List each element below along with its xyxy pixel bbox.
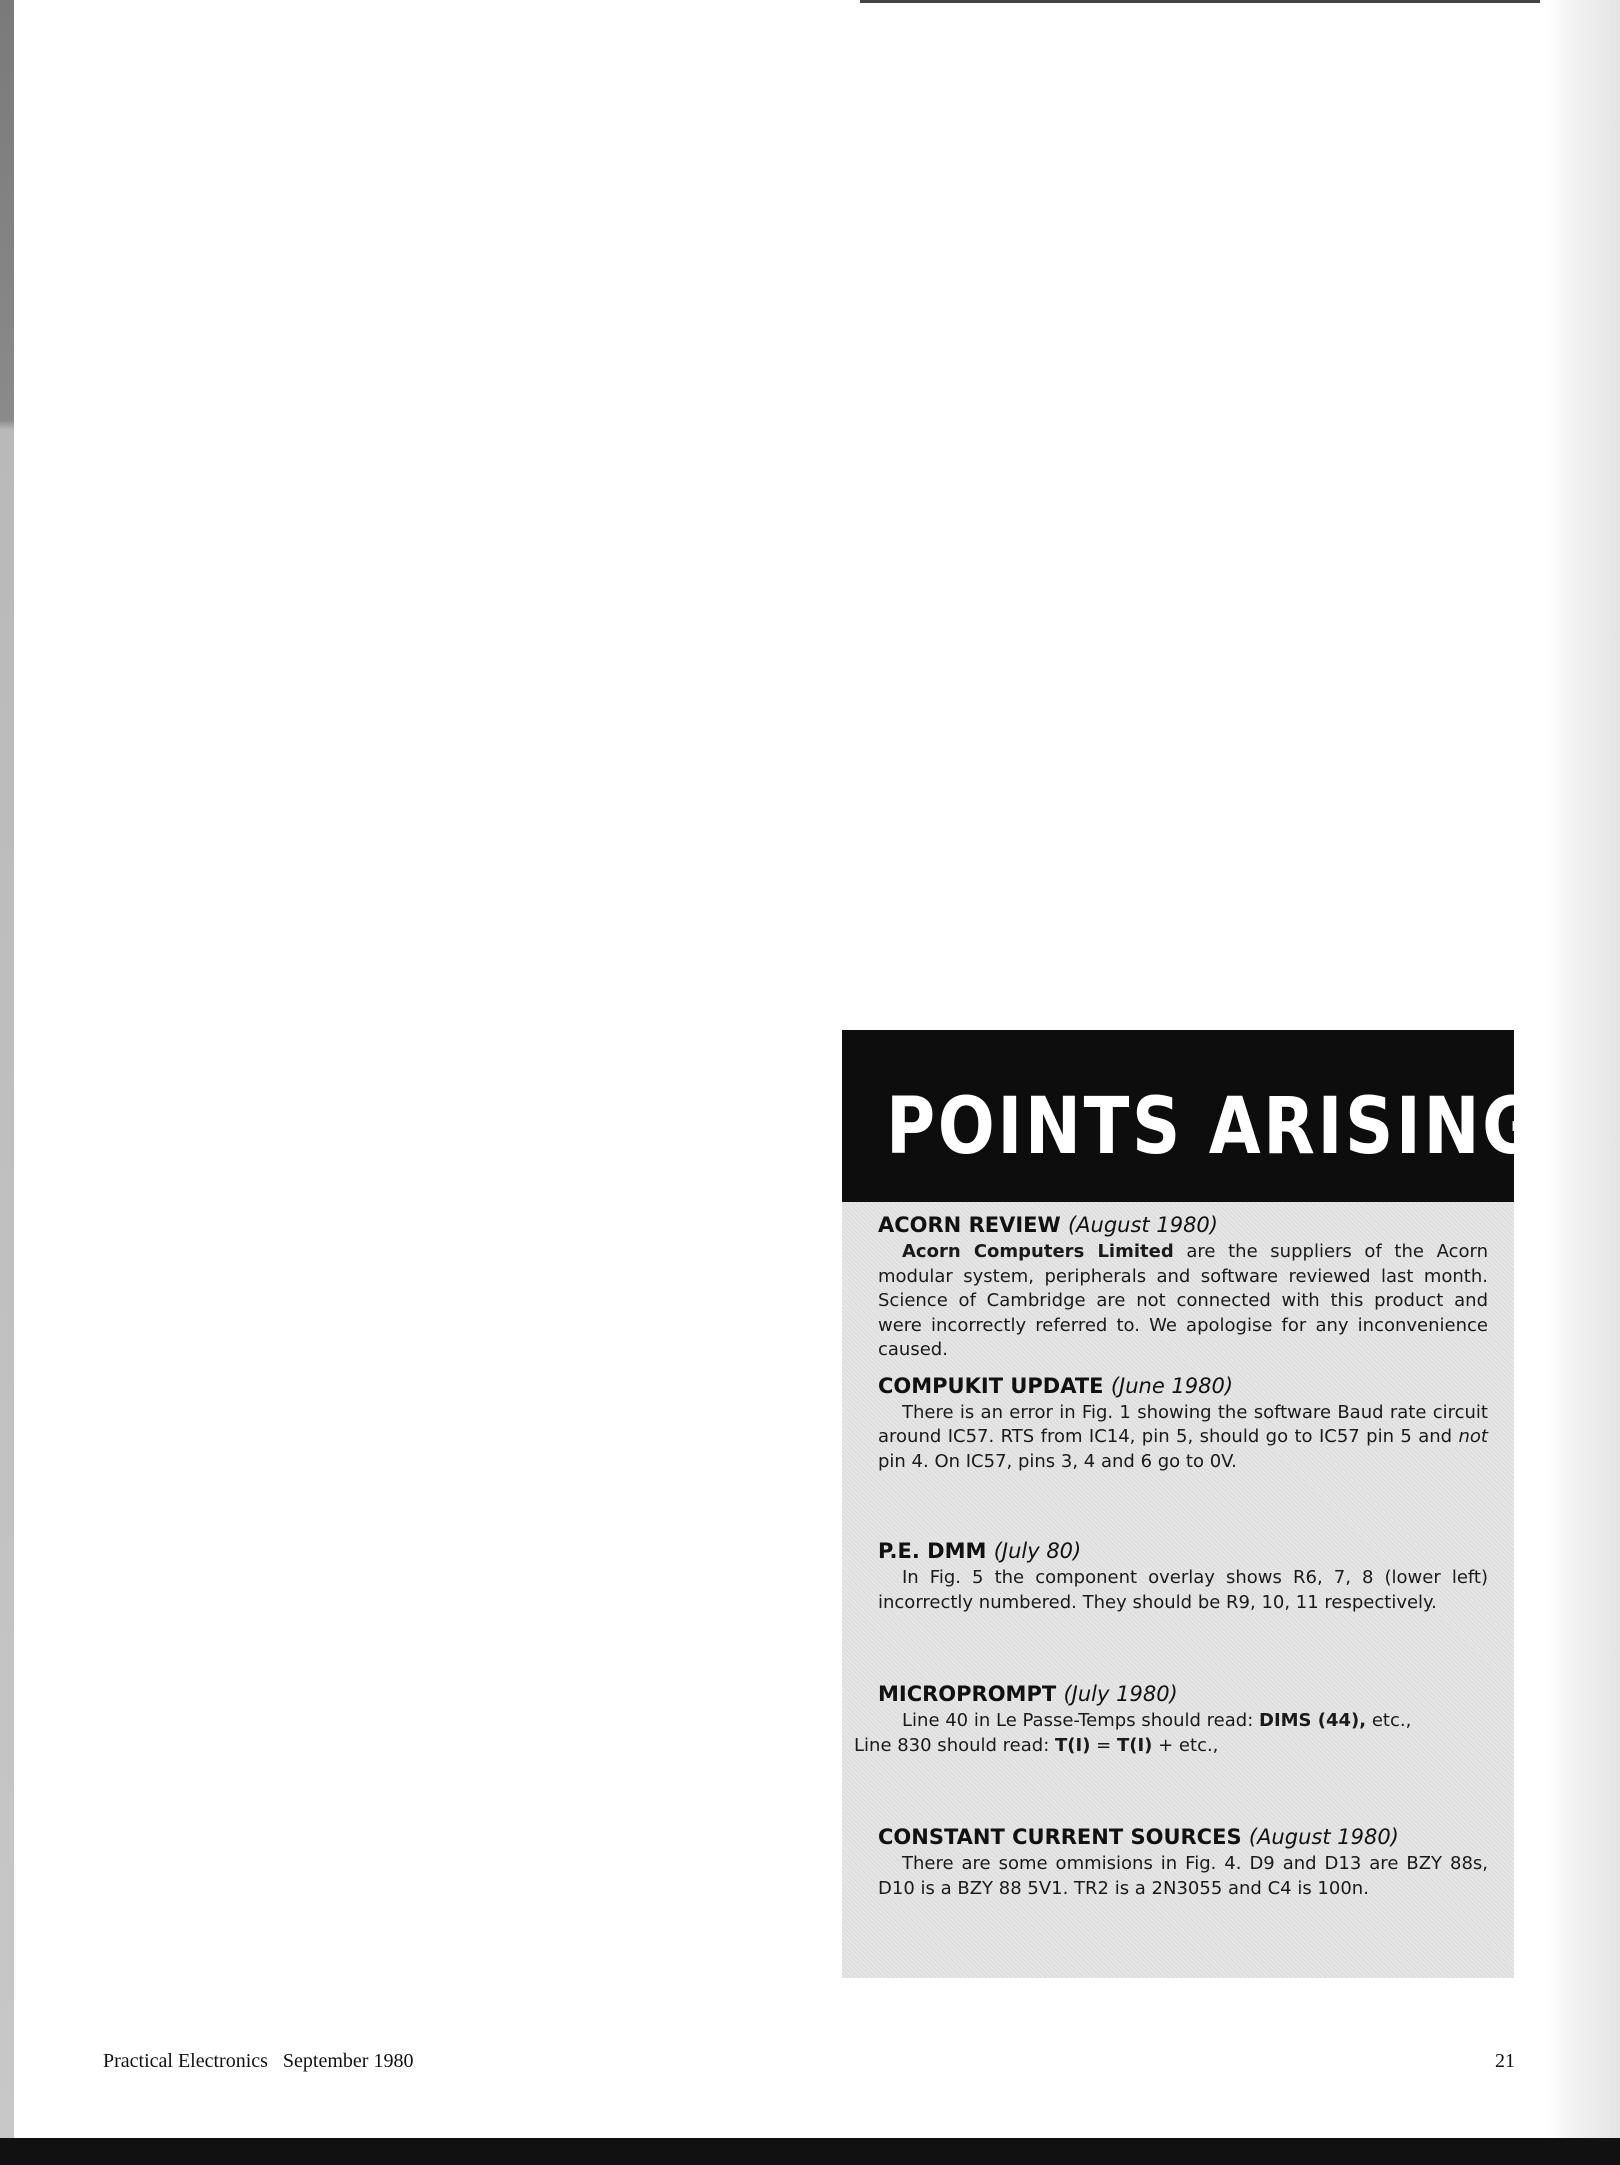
item-heading xyxy=(878,1212,1488,1238)
footer-publication: Practical Electronics September 1980 xyxy=(103,2050,414,2072)
code-t-i: T(I) xyxy=(1055,1734,1091,1756)
item-heading xyxy=(878,1373,1488,1399)
heading-text: COMPUKIT UPDATE xyxy=(878,1373,1104,1398)
page-right-shadow xyxy=(1548,0,1620,2138)
issue-date: (June 1980) xyxy=(1110,1373,1234,1398)
issue-date: (July 80) xyxy=(993,1539,1082,1563)
item-heading xyxy=(878,1824,1488,1850)
heading-text: MICROPROMPT xyxy=(878,1682,1057,1706)
code-t-i-2: T(I) xyxy=(1116,1734,1153,1756)
body-text: There is an error in Fig. 1 showing the software Baud rate circuit around IC57. RTS from IC14, pin 5, should go to IC57 pin 5 and xyxy=(878,1401,1488,1447)
page-left-edge xyxy=(0,0,14,2165)
page-bottom-edge xyxy=(0,2138,1620,2165)
line-830-text: Line 830 should read: xyxy=(854,1734,1055,1756)
panel-header xyxy=(842,1030,1540,1202)
issue-date: (July 1980) xyxy=(1063,1682,1178,1706)
item-heading xyxy=(878,1538,1488,1564)
footer-page-number: 21 xyxy=(1495,2050,1515,2072)
item-microprompt xyxy=(854,1681,1488,1758)
item-compukit-update xyxy=(878,1373,1488,1475)
body-text: are the suppliers of the Acorn modular system, peripherals and software reviewed last month. Science of Cambridge are not connected with this product and were incorrectly referred to. We apologise for any inconvenience caused. xyxy=(878,1241,1489,1360)
item-acorn-review xyxy=(878,1212,1488,1363)
item-body: There are some ommisions in Fig. 4. D9 and D13 are BZY 88s, D10 is a BZY 88 5V1. TR2 is a 2N3055 and C4 is 100n. xyxy=(878,1853,1488,1899)
item-body xyxy=(878,1240,1488,1363)
heading-text: ACORN REVIEW xyxy=(878,1213,1061,1237)
panel-content xyxy=(854,1212,1489,1901)
emphasis-text: not xyxy=(1458,1426,1488,1447)
issue-date: (August 1980) xyxy=(1248,1825,1399,1849)
equals-sign: = xyxy=(1090,1734,1117,1756)
panel-title: POINTS ARISING xyxy=(886,1082,1540,1172)
company-name: Acorn Computers Limited xyxy=(902,1241,1174,1262)
heading-text: CONSTANT CURRENT SOURCES xyxy=(878,1825,1242,1849)
points-arising-panel xyxy=(842,1030,1540,1978)
item-pe-dmm xyxy=(878,1538,1488,1615)
item-body xyxy=(854,1709,1488,1758)
issue-date: (August 1980) xyxy=(1067,1213,1218,1237)
code-dims: DIMS (44), xyxy=(1259,1710,1367,1731)
item-body: In Fig. 5 the component overlay shows R6, 7, 8 (lower left) incorrectly numbered. They should be R9, 10, 11 respectively. xyxy=(878,1567,1488,1613)
page-top-edge xyxy=(860,0,1540,3)
heading-text: P.E. DMM xyxy=(878,1539,987,1563)
line-830-end: + etc., xyxy=(1152,1734,1219,1756)
line-40-text: Line 40 in Le Passe-Temps should read: xyxy=(902,1710,1259,1731)
line-40-end: etc., xyxy=(1366,1710,1412,1731)
body-text-end: pin 4. On IC57, pins 3, 4 and 6 go to 0V. xyxy=(878,1450,1237,1472)
item-body xyxy=(878,1401,1488,1475)
item-heading xyxy=(878,1681,1488,1707)
item-constant-current-sources xyxy=(878,1824,1488,1901)
